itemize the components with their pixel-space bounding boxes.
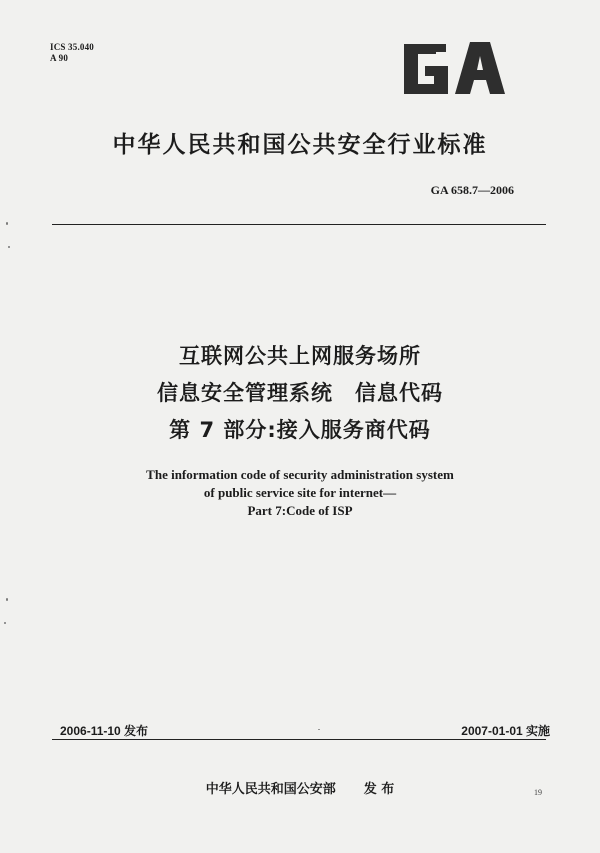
chinese-title — [0, 338, 600, 449]
issuer-action: 发 布 — [363, 782, 395, 797]
chinese-title-line-3: 第 7 部分:接入服务商代码 — [169, 418, 431, 442]
bottom-divider — [52, 739, 546, 740]
chinese-title-line-2: 信息安全管理系统 信息代码 — [157, 381, 443, 405]
page-number: 19 — [534, 788, 542, 797]
issuer-line — [0, 778, 600, 797]
ga-logo — [398, 38, 510, 98]
standard-code: GA 658.7—2006 — [430, 183, 514, 197]
classification-block — [50, 42, 94, 64]
english-title — [0, 466, 600, 520]
scan-speck — [4, 622, 6, 624]
release-date: 2006-11-10 发布 — [60, 724, 149, 738]
top-divider — [52, 224, 546, 225]
implementation-date: 2007-01-01 实施 — [461, 724, 550, 738]
chinese-title-line-1: 互联网公共上网服务场所 — [179, 344, 421, 368]
ics-code: ICS 35.040 — [50, 42, 95, 52]
issuer-organization: 中华人民共和国公安部 — [205, 782, 336, 797]
scan-speck — [6, 598, 8, 601]
english-title-line-2: of public service site for internet— — [203, 485, 397, 500]
standard-type-title: 中华人民共和国公共安全行业标准 — [112, 132, 488, 158]
scan-speck — [318, 729, 320, 730]
scan-speck — [8, 246, 10, 248]
english-title-line-1: The information code of security administration system — [146, 467, 454, 482]
scan-speck — [6, 222, 8, 225]
class-code: A 90 — [50, 53, 69, 63]
english-title-line-3: Part 7:Code of ISP — [247, 503, 353, 518]
